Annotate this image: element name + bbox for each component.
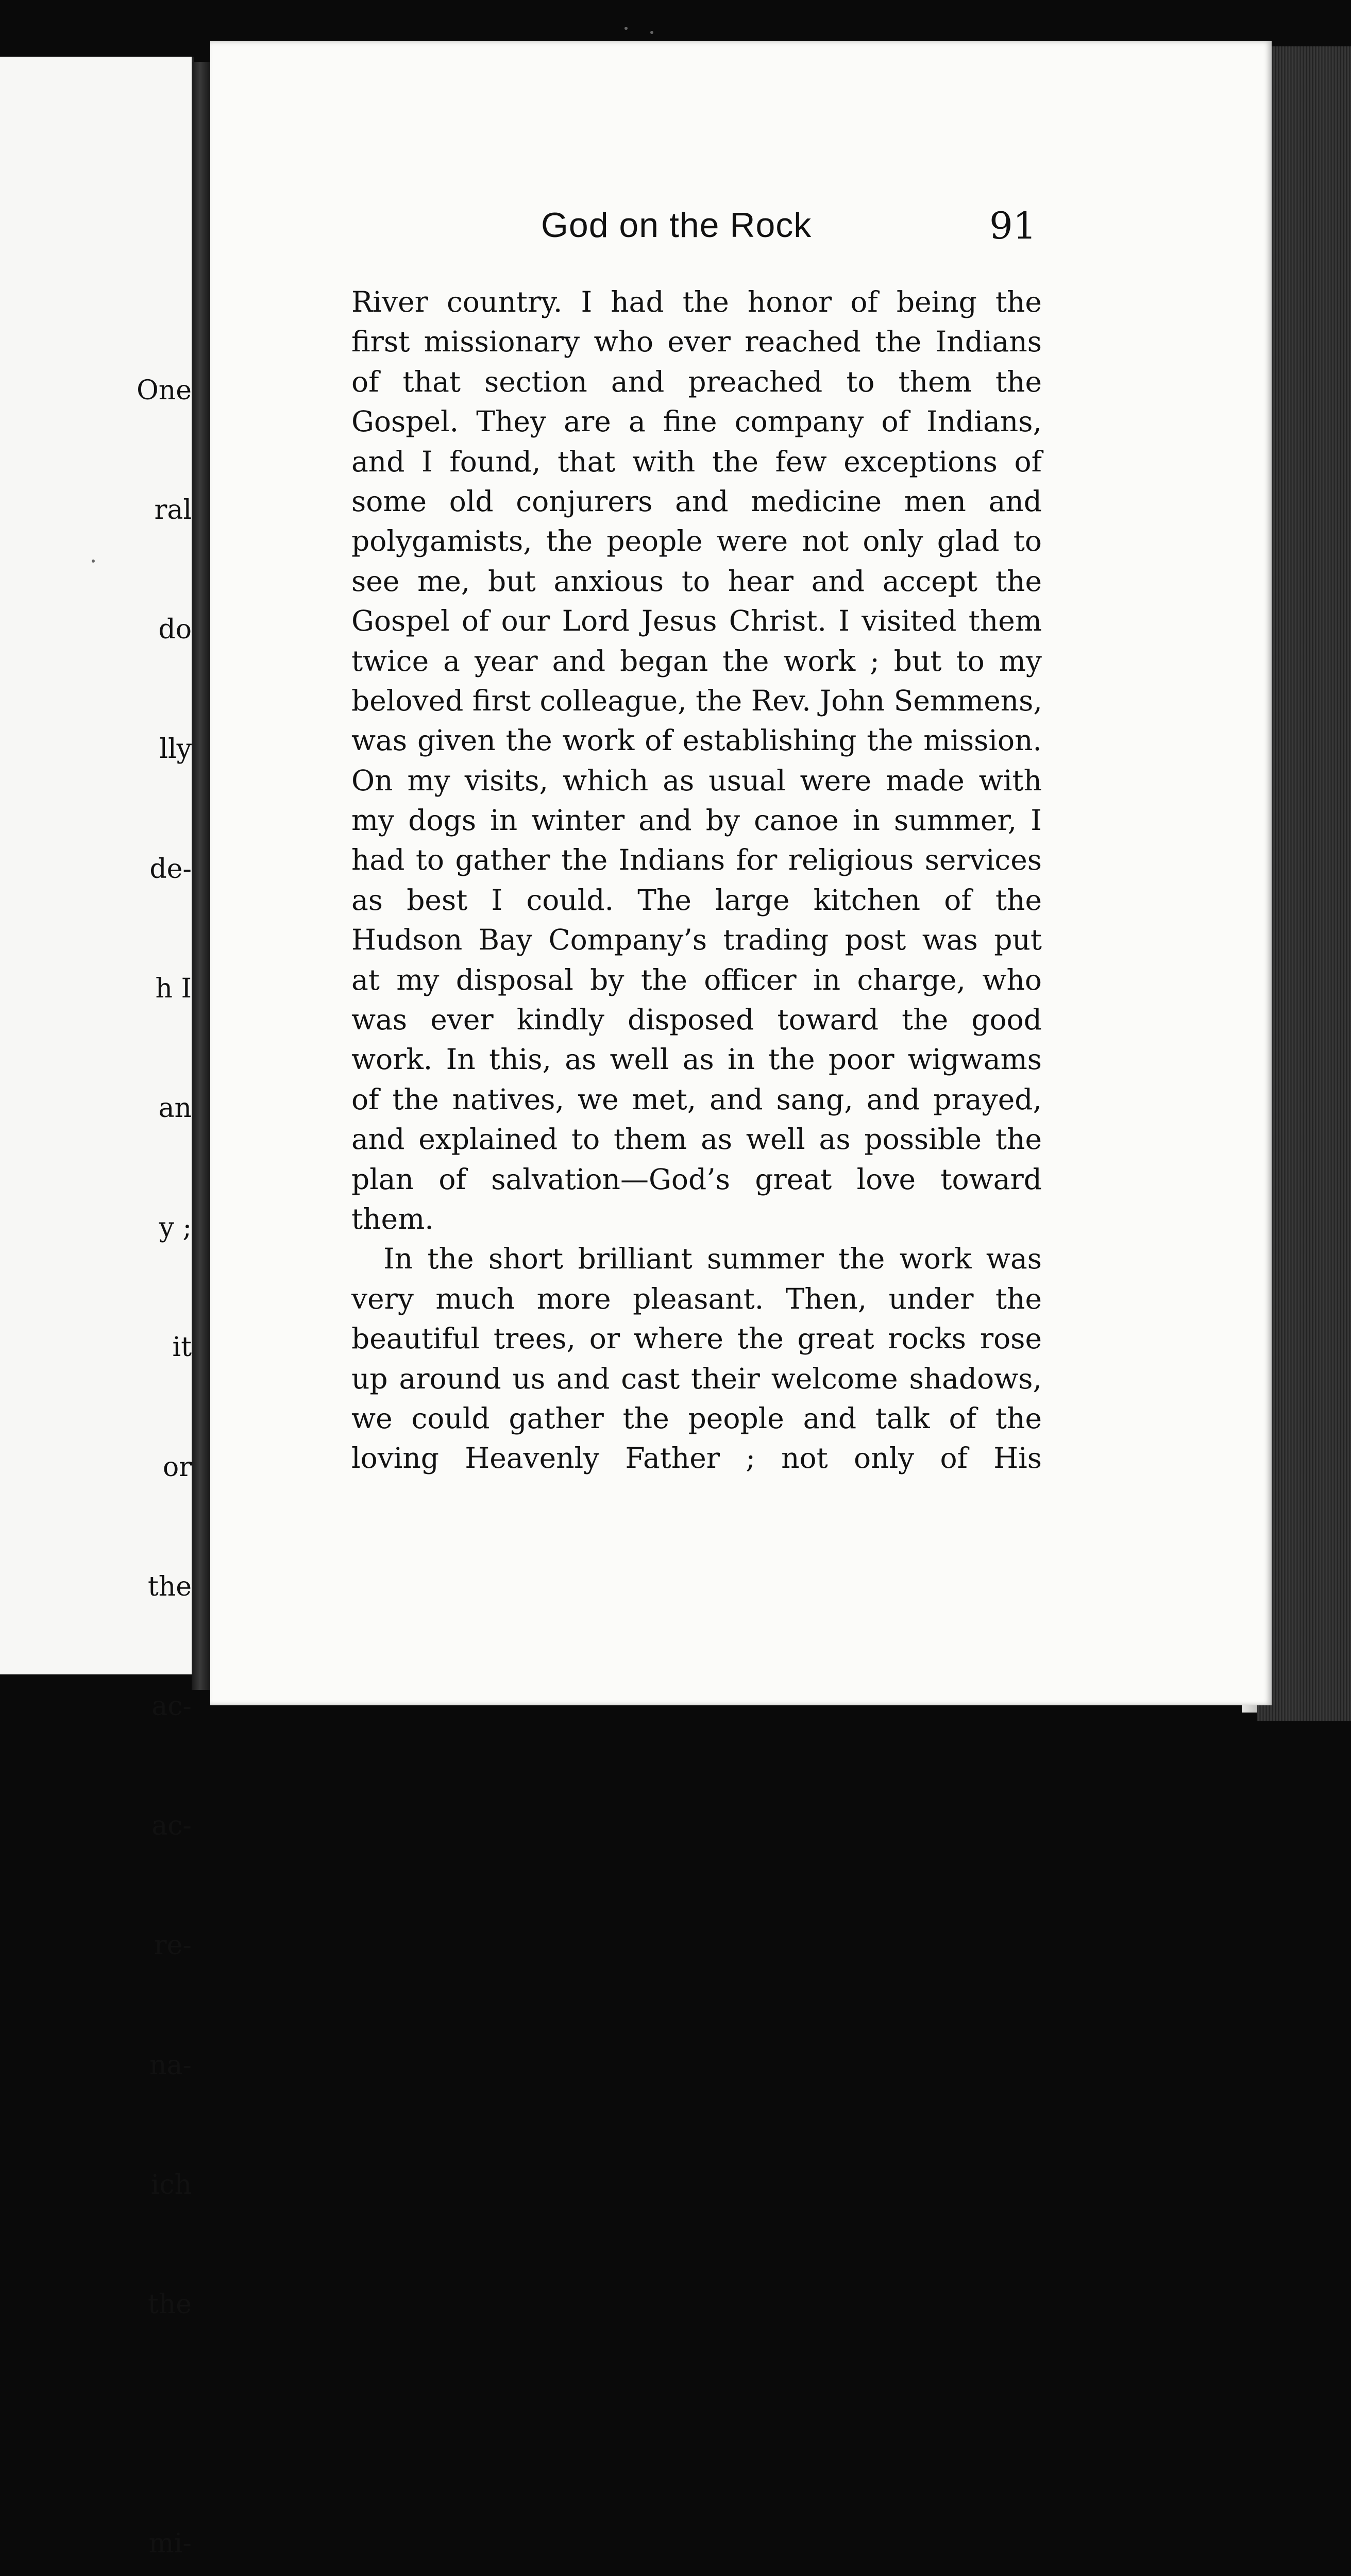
left-line: h I bbox=[155, 973, 192, 1004]
left-line: an bbox=[158, 1093, 192, 1124]
text-line: and I found, that with the few exceptions of bbox=[351, 445, 1042, 478]
body-text bbox=[351, 282, 1042, 1479]
text-line: plan of salvation—God’s great love toward bbox=[351, 1162, 1042, 1196]
left-line bbox=[137, 2404, 192, 2444]
book-gutter bbox=[192, 62, 212, 1690]
left-line: the bbox=[147, 1571, 192, 1602]
left-line: lly bbox=[159, 734, 192, 765]
left-line: ac- bbox=[151, 1810, 192, 1842]
text-line: very much more pleasant. Then, under the bbox=[351, 1282, 1042, 1315]
left-page bbox=[0, 57, 194, 2560]
text-line: them. bbox=[351, 1202, 434, 1235]
left-line: it bbox=[172, 1332, 192, 1363]
text-line: Gospel of our Lord Jesus Christ. I visited them bbox=[351, 604, 1042, 638]
left-page-text bbox=[137, 291, 192, 2576]
left-line: y ; bbox=[159, 1212, 192, 1244]
text-line: we could gather the people and talk of the bbox=[351, 1401, 1042, 1435]
left-line: de- bbox=[149, 853, 192, 885]
text-line: loving Heavenly Father ; not only of His bbox=[351, 1442, 1042, 1475]
left-line: ich bbox=[150, 2169, 192, 2200]
text-line: beloved first colleague, the Rev. John Semmens, bbox=[351, 684, 1042, 717]
left-line: na- bbox=[149, 2049, 192, 2081]
text-line: was given the work of establishing the mission. bbox=[351, 724, 1042, 757]
left-line: re- bbox=[154, 1930, 192, 1961]
text-line: beautiful trees, or where the great rocks rose bbox=[351, 1322, 1042, 1355]
text-line: at my disposal by the officer in charge, who bbox=[351, 963, 1042, 996]
text-line: Gospel. They are a fine company of Indians, bbox=[351, 405, 1042, 438]
text-line: On my visits, which as usual were made with bbox=[351, 764, 1042, 797]
text-line: of that section and preached to them the bbox=[351, 365, 1042, 398]
left-line: do bbox=[158, 614, 192, 646]
text-line: first missionary who ever reached the Indians bbox=[351, 325, 1042, 359]
text-line: of the natives, we met, and sang, and prayed, bbox=[351, 1082, 1042, 1116]
text-line: polygamists, the people were not only glad to bbox=[351, 524, 1042, 558]
left-line: mi- bbox=[148, 2528, 192, 2560]
text-line: up around us and cast their welcome shadows, bbox=[351, 1362, 1042, 1395]
text-line: some old conjurers and medicine men and bbox=[351, 484, 1042, 518]
text-line: had to gather the Indians for religious services bbox=[351, 843, 1042, 877]
page-number: 91 bbox=[989, 204, 1037, 247]
left-line: One bbox=[137, 375, 192, 406]
scan-speck bbox=[650, 31, 653, 34]
left-line: ral bbox=[154, 495, 192, 526]
left-line: ac- bbox=[151, 1691, 192, 1722]
scan-speck bbox=[92, 560, 95, 563]
text-line: was ever kindly disposed toward the good bbox=[351, 1003, 1042, 1037]
text-line: twice a year and began the work ; but to my bbox=[351, 644, 1042, 677]
text-line: my dogs in winter and by canoe in summer, I bbox=[351, 804, 1042, 837]
scan-speck bbox=[624, 27, 628, 30]
text-line: In the short brilliant summer the work was bbox=[383, 1242, 1042, 1276]
text-line: see me, but anxious to hear and accept the bbox=[351, 564, 1042, 598]
left-line: or bbox=[162, 1451, 192, 1483]
text-line: work. In this, as well as in the poor wigwams bbox=[351, 1043, 1042, 1076]
text-line: as best I could. The large kitchen of the bbox=[351, 883, 1042, 917]
running-head: God on the Rock bbox=[541, 206, 812, 245]
left-line: the bbox=[147, 2289, 192, 2320]
text-line: Hudson Bay Company’s trading post was put bbox=[351, 923, 1042, 957]
text-line: River country. I had the honor of being the bbox=[351, 285, 1042, 318]
text-line: and explained to them as well as possible the bbox=[351, 1123, 1042, 1156]
